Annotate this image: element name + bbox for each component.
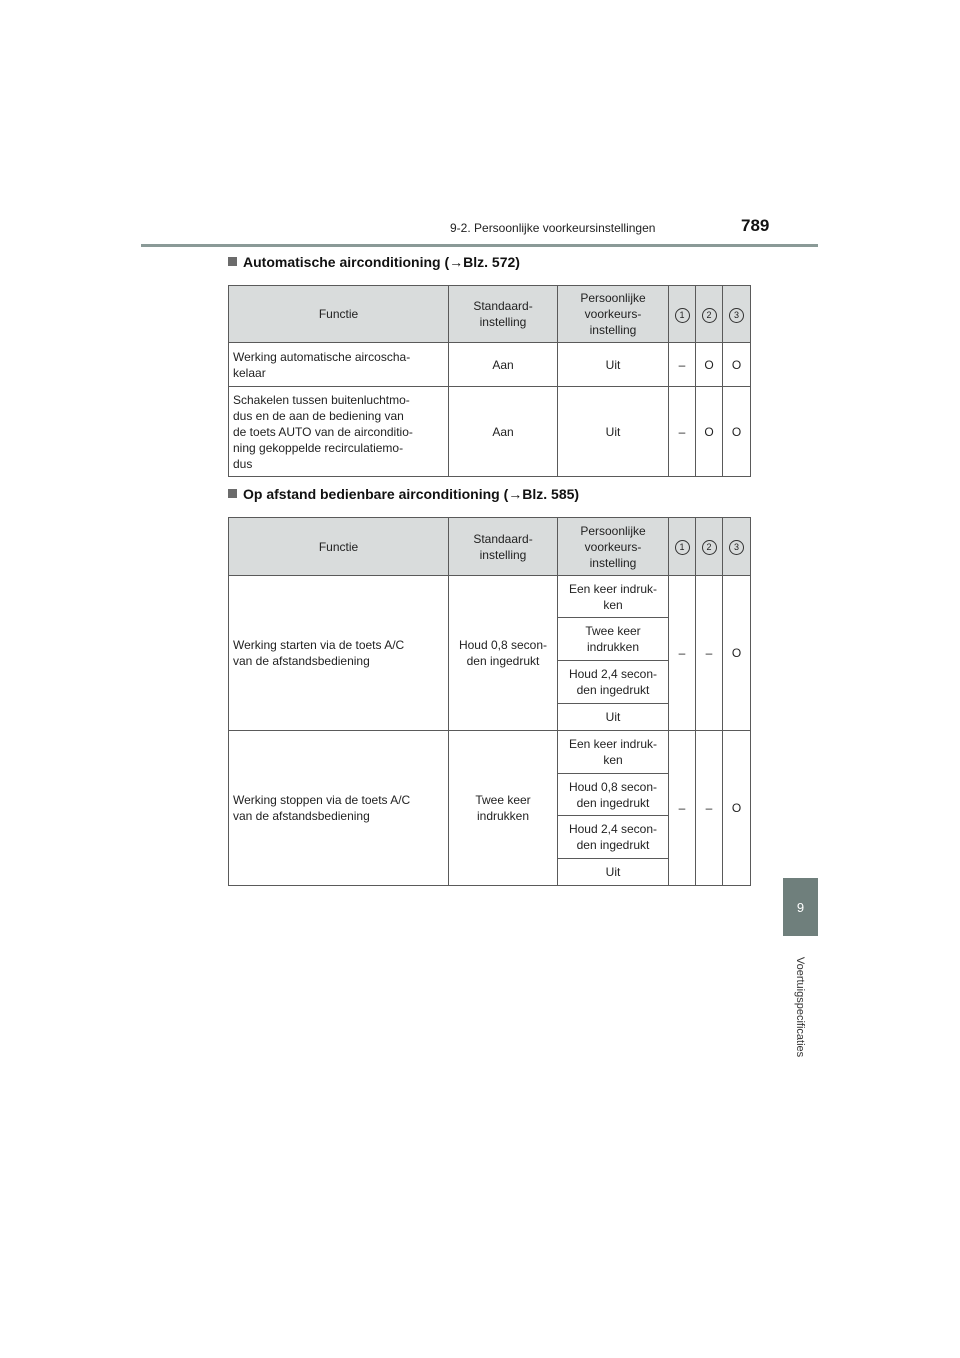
cell-function: Werking starten via de toets A/C van de afstandsbediening <box>229 576 449 731</box>
header-divider <box>141 244 818 247</box>
bullet-square-icon <box>228 489 237 498</box>
running-header-title: 9-2. Persoonlijke voorkeursinstellingen <box>450 221 656 235</box>
cell-option: Houd 2,4 secon- den ingedrukt <box>558 816 669 859</box>
arrow-icon: → <box>508 486 523 502</box>
col-header-3 <box>723 286 751 343</box>
page-reference-link[interactable]: Blz. 585) <box>522 486 580 502</box>
table-row <box>229 387 751 477</box>
cell-c1: – <box>669 576 696 731</box>
cell-c2: O <box>696 387 723 477</box>
cell-default: Houd 0,8 secon- den ingedrukt <box>449 576 558 731</box>
cell-c1: – <box>669 731 696 886</box>
circled-number-icon: 1 <box>675 540 690 555</box>
cell-option: Houd 2,4 secon- den ingedrukt <box>558 661 669 704</box>
cell-default: Aan <box>449 343 558 387</box>
col-header-default: Standaard- instelling <box>449 518 558 576</box>
cell-default: Aan <box>449 387 558 477</box>
table-row <box>229 731 751 774</box>
cell-option: Een keer indruk- ken <box>558 576 669 618</box>
settings-table-auto-ac <box>228 285 751 477</box>
section-heading-auto-ac <box>228 254 520 270</box>
heading-text: Automatische airconditioning ( <box>243 254 450 270</box>
settings-table-remote-ac <box>228 517 751 886</box>
cell-option: Twee keer indrukken <box>558 618 669 661</box>
cell-c2: – <box>696 731 723 886</box>
cell-default: Twee keer indrukken <box>449 731 558 886</box>
col-header-default: Standaard- instelling <box>449 286 558 343</box>
cell-option: Uit <box>558 704 669 731</box>
col-header-1 <box>669 518 696 576</box>
cell-c2: – <box>696 576 723 731</box>
chapter-side-label <box>788 944 812 1069</box>
cell-c3: O <box>723 343 751 387</box>
circled-number-icon: 1 <box>675 308 690 323</box>
cell-custom: Uit <box>558 387 669 477</box>
col-header-1 <box>669 286 696 343</box>
col-header-2 <box>696 286 723 343</box>
col-header-function: Functie <box>229 286 449 343</box>
circled-number-icon: 2 <box>702 308 717 323</box>
col-header-custom: Persoonlijke voorkeurs- instelling <box>558 518 669 576</box>
table-header-row <box>229 286 751 343</box>
bullet-square-icon <box>228 257 237 266</box>
circled-number-icon: 3 <box>729 540 744 555</box>
cell-function: Werking automatische aircoscha- kelaar <box>229 343 449 387</box>
page-number: 789 <box>741 216 770 235</box>
table-row <box>229 576 751 618</box>
table-header-row <box>229 518 751 576</box>
chapter-number: 9 <box>796 899 805 915</box>
cell-c2: O <box>696 343 723 387</box>
cell-c3: O <box>723 731 751 886</box>
col-header-2 <box>696 518 723 576</box>
heading-text: Op afstand bedienbare airconditioning ( <box>243 486 509 502</box>
chapter-tab <box>783 878 818 936</box>
page-reference-link[interactable]: Blz. 572) <box>463 254 520 270</box>
section-heading-remote-ac <box>228 486 579 502</box>
cell-c1: – <box>669 387 696 477</box>
col-header-3 <box>723 518 751 576</box>
cell-function: Werking stoppen via de toets A/C van de afstandsbediening <box>229 731 449 886</box>
cell-option: Uit <box>558 859 669 886</box>
cell-c1: – <box>669 343 696 387</box>
circled-number-icon: 3 <box>729 308 744 323</box>
col-header-function: Functie <box>229 518 449 576</box>
arrow-icon: → <box>449 254 464 270</box>
cell-function: Schakelen tussen buitenluchtmo- dus en de aan de bediening van de toets AUTO van de airconditio- ning gekoppelde recirculatiemo- dus <box>229 387 449 477</box>
col-header-custom: Persoonlijke voorkeurs- instelling <box>558 286 669 343</box>
chapter-title: Voertuigspecificaties <box>794 956 806 1057</box>
cell-c3: O <box>723 576 751 731</box>
cell-option: Een keer indruk- ken <box>558 731 669 774</box>
cell-custom: Uit <box>558 343 669 387</box>
circled-number-icon: 2 <box>702 540 717 555</box>
table-row <box>229 343 751 387</box>
cell-c3: O <box>723 387 751 477</box>
cell-option: Houd 0,8 secon- den ingedrukt <box>558 774 669 816</box>
